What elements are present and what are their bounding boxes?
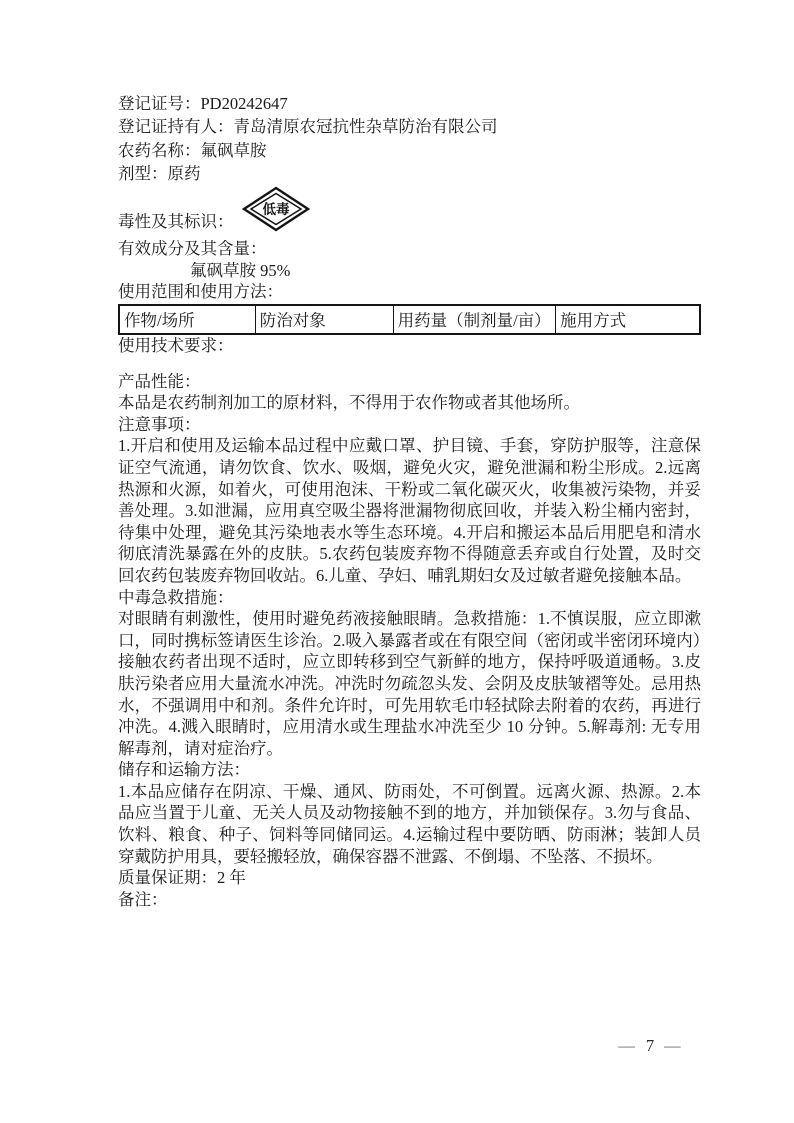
low-toxicity-diamond-icon: [242, 186, 310, 232]
tech-requirements-heading: 使用技术要求：: [118, 336, 234, 355]
product-performance-heading: 产品性能：: [118, 371, 201, 391]
table-header-cell: 防治对象: [255, 305, 393, 334]
usage-table-header-row: [119, 305, 700, 334]
storage-heading: 储存和运输方法：: [118, 760, 250, 780]
page-footer: [610, 1036, 690, 1056]
first-aid-heading: 中毒急救措施：: [118, 587, 234, 607]
header-field: [118, 115, 701, 138]
storage-text: 1.本品应储存在阴凉、干燥、通风、防雨处，不可倒置。远离火源、热源。2.本品应当置于儿童、无关人员及动物接触不到的地方，并加锁保存。3.勿与食品、饮料、粮食、种子、饲料等同储同运。4.运输过程中要防晒、防雨淋；装卸人员穿戴防护用具，要轻搬轻放，确保容器不泄露、不倒塌、不坠落、不损坏。: [118, 781, 701, 866]
table-header-cell: 作物/场所: [119, 305, 255, 334]
remarks-line: 备注：: [118, 889, 168, 909]
field-value: PD20242647: [200, 94, 288, 113]
precautions-text: 1.开启和使用及运输本品过程中应戴口罩、护目镜、手套，穿防护服等，注意保证空气流通，请勿饮食、饮水、吸烟，避免火灾，避免泄漏和粉尘形成。2.远离热源和火源，如着火，可使用泡沫、干粉或二氧化碳灭火，收集被污染物，并妥善处理。3.如泄漏，应用真空吸尘器将泄漏物彻底回收，并装入粉尘桶内密封，待集中处理，避免其污染地表水等生态环境。4.开启和搬运本品后用肥皂和清水彻底清洗暴露在外的皮肤。5.农药包装废弃物不得随意丢弃或自行处置，及时交回农药包装废弃物回收站。6.儿童、孕妇、哺乳期妇女及过敏者避免接触本品。: [118, 436, 701, 585]
toxicity-badge-text: 低毒: [262, 201, 290, 217]
field-label: 登记证持有人：: [118, 117, 234, 137]
field-label: 剂型：: [118, 164, 168, 184]
content-blocks: [118, 371, 701, 911]
footer-left-dash: —: [618, 1036, 636, 1055]
first-aid-text: 对眼睛有刺激性，使用时避免药液接触眼睛。急救措施：1.不慎误服，应立即漱口，同时携标签请医生诊治。2.吸入暴露者或在有限空间（密闭或半密闭环境内）接触农药者出现不适时，应立即转移到空气新鲜的地方，保持呼吸道通畅。3.皮肤污染者应用大量流水冲洗。冲洗时勿疏忽头发、会阴及皮肤皱褶等处。忌用热水，不强调用中和剂。条件允许时，可先用软毛巾轻拭除去附着的农药，再进行冲洗。4.溅入眼睛时，应用清水或生理盐水冲洗至少 10 分钟。5.解毒剂: 无专用解毒剂，请对症治疗。: [118, 609, 701, 758]
footer-right-dash: —: [664, 1036, 682, 1055]
page-number: 7: [645, 1036, 655, 1055]
toxicity-row: [118, 201, 701, 233]
field-value: 青岛清原农冠抗性杂草防治有限公司: [233, 117, 498, 137]
quality-guarantee-line: 质量保证期：2 年: [118, 868, 246, 888]
header-fields: [118, 92, 701, 186]
toxicity-label: 毒性及其标识：: [118, 211, 234, 231]
ingredient-value: 氟砜草胺 95%: [190, 260, 291, 280]
field-value: 氟砜草胺: [200, 140, 267, 160]
product-performance-text: 本品是农药制剂加工的原材料，不得用于农作物或者其他场所。: [118, 393, 580, 413]
field-label: 农药名称：: [118, 140, 201, 160]
precautions-heading: 注意事项：: [118, 414, 201, 434]
header-field: [118, 162, 701, 185]
usage-heading: 使用范围和使用方法：: [118, 282, 283, 302]
field-label: 登记证号：: [118, 94, 201, 113]
ingredient-heading: 有效成分及其含量：: [118, 239, 267, 259]
table-header-cell: 用药量（制剂量/亩）: [393, 305, 555, 334]
field-value: 原药: [167, 164, 201, 184]
usage-table: [118, 304, 701, 335]
header-field: [118, 139, 701, 162]
table-header-cell: 施用方式: [556, 305, 700, 334]
header-field: [118, 92, 701, 115]
